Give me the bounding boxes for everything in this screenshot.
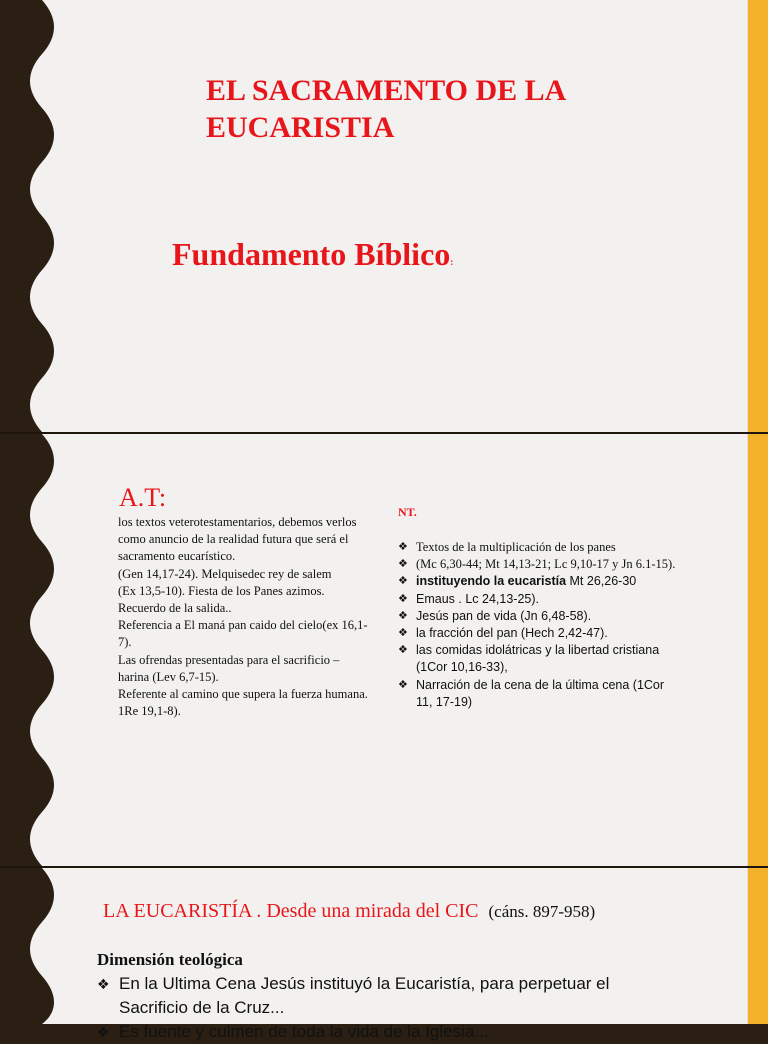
list-item: ❖ instituyendo la eucaristía Mt 26,26-30: [398, 573, 678, 590]
slide-title: EL SACRAMENTO DE LA EUCARISTIA: [206, 74, 565, 144]
cic-heading-text: LA EUCARISTÍA . Desde una mirada del CIC: [103, 900, 479, 922]
dimension-label: Dimensión teológica: [97, 950, 243, 969]
subtitle-suffix: :: [450, 257, 454, 267]
diamond-bullet-icon: ❖: [398, 644, 408, 657]
right-accent-bar: [748, 434, 768, 866]
at-line: los textos veterotestamentarios, debemos verlos como anuncio de la realidad futura que será el sacramento eucarístico.: [118, 515, 357, 564]
cic-heading: [103, 900, 595, 923]
list-item: ❖ las comidas idolátricas y la libertad cristiana (1Cor 10,16-33),: [398, 643, 660, 675]
at-line: (Gen 14,17-24). Melquisedec rey de salem: [118, 566, 332, 581]
wavy-border-left: [0, 0, 60, 432]
right-accent-bar: [748, 868, 768, 1024]
wavy-border-left: [0, 868, 60, 1024]
nt-heading: NT.: [398, 505, 417, 519]
cic-refs: (cáns. 897-958): [488, 902, 596, 921]
at-line: Referencia a El maná pan caido del cielo(ex 16,1-7).: [118, 618, 368, 650]
diamond-bullet-icon: ❖: [97, 1024, 110, 1040]
nt-list: [398, 539, 678, 711]
diamond-bullet-icon: ❖: [97, 976, 110, 992]
list-item: ❖ Narración de la cena de la última cena (1Cor 11, 17-19): [398, 677, 665, 709]
at-line: Las ofrendas presentadas para el sacrificio – harina (Lev 6,7-15).: [118, 652, 340, 684]
diamond-bullet-icon: ❖: [398, 558, 408, 571]
diamond-bullet-icon: ❖: [398, 592, 408, 605]
list-item: ❖ Jesús pan de vida (Jn 6,48-58).: [398, 608, 678, 625]
diamond-bullet-icon: ❖: [398, 627, 408, 640]
list-item: ❖ (Mc 6,30-44; Mt 14,13-21; Lc 9,10-17 y Jn 6.1-15).: [398, 556, 678, 573]
slide-subtitle: [172, 234, 453, 282]
at-line: (Ex 13,5-10). Fiesta de los Panes azimos. Recuerdo de la salida..: [118, 583, 325, 616]
cic-list: [97, 972, 657, 1044]
slide-1: [0, 0, 768, 432]
list-item: ❖ Emaus . Lc 24,13-25).: [398, 591, 678, 608]
wavy-border-left: [0, 434, 60, 866]
diamond-bullet-icon: ❖: [398, 541, 408, 553]
diamond-bullet-icon: ❖: [398, 609, 408, 622]
list-item: ❖ la fracción del pan (Hech 2,42-47).: [398, 625, 678, 642]
subtitle-text: Fundamento Bíblico: [172, 236, 451, 272]
right-accent-bar: [748, 0, 768, 432]
at-body: [118, 514, 373, 720]
diamond-bullet-icon: ❖: [398, 575, 408, 588]
list-item: ❖ Es fuente y culmen de toda la vida de la Iglesia...: [97, 1020, 657, 1044]
at-line: Referente al camino que supera la fuerza humana. 1Re 19,1-8).: [118, 687, 368, 719]
diamond-bullet-icon: ❖: [398, 678, 408, 691]
list-item: ❖ En la Ultima Cena Jesús instituyó la Eucaristía, para perpetuar el Sacrificio de la Cruz...: [97, 974, 610, 1017]
at-heading: A.T:: [119, 483, 167, 512]
list-item: ❖ Textos de la multiplicación de los panes: [398, 539, 678, 556]
